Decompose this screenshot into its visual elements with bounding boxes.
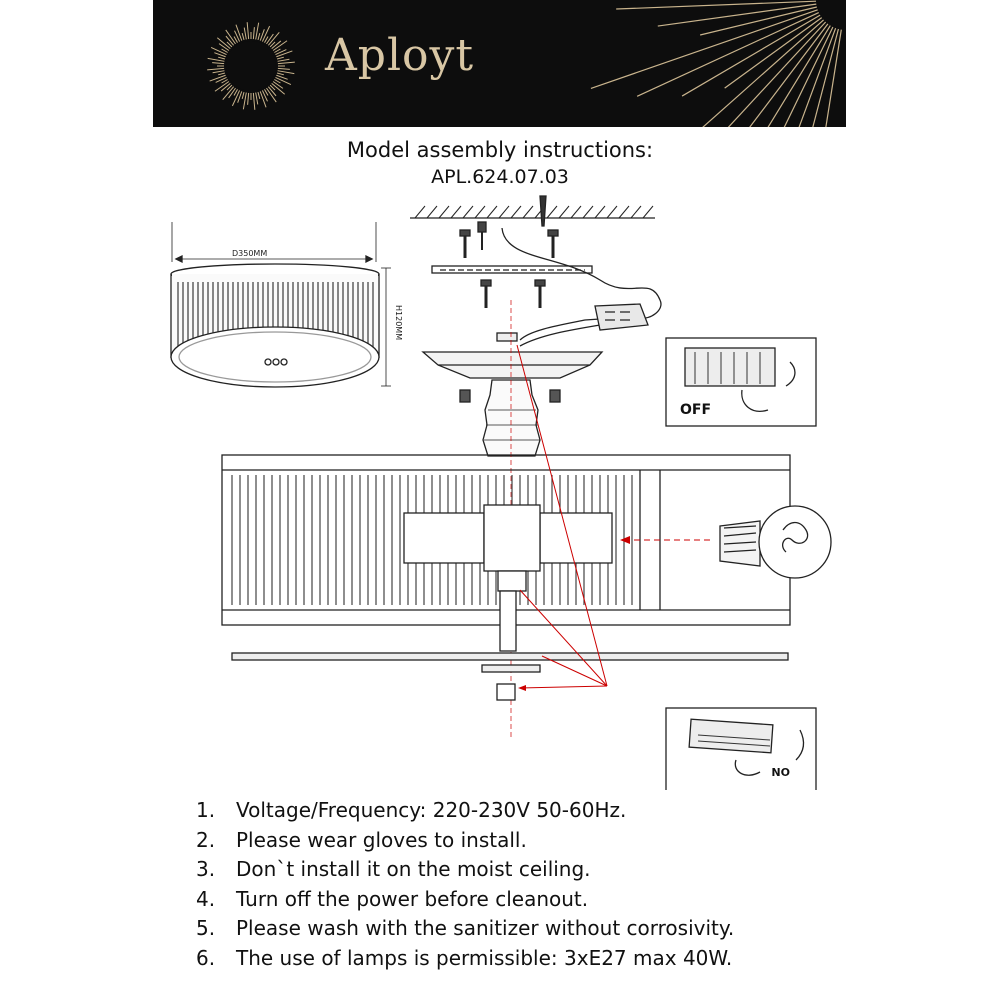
model-number: APL.624.07.03 xyxy=(431,166,569,188)
product-side-view xyxy=(171,222,391,387)
note-item: 5. Please wash with the sanitizer without corrosivity. xyxy=(196,916,735,940)
ceiling-screw xyxy=(540,196,546,226)
bulb-e27 xyxy=(620,506,831,578)
diameter-label: D350MM xyxy=(232,249,268,258)
mounting-screws xyxy=(460,222,558,308)
height-label: H120MM xyxy=(394,305,403,341)
note-item: 3. Don`t install it on the moist ceiling. xyxy=(196,857,591,881)
note-item: 2. Please wear gloves to install. xyxy=(196,827,527,852)
terminal-block xyxy=(595,304,648,330)
finial-nut xyxy=(482,665,540,700)
ceiling-hatch xyxy=(410,206,655,218)
note-item: 1. Voltage/Frequency: 220-230V 50-60Hz. xyxy=(196,798,627,822)
on-label: ON xyxy=(771,765,790,778)
mounting-bracket xyxy=(432,266,592,273)
power-on-inset xyxy=(666,708,816,790)
page-title: Model assembly instructions: xyxy=(346,138,654,162)
off-label: OFF xyxy=(680,402,712,418)
safety-notes xyxy=(196,796,734,973)
note-item: 6. The use of lamps is permissible: 3xE27 max 40W. xyxy=(196,945,733,970)
lamp-holders xyxy=(404,505,612,651)
note-item: 4. Turn off the power before cleanout. xyxy=(196,886,589,911)
brand-logo: Aployt xyxy=(325,30,475,81)
supply-wire xyxy=(502,228,661,346)
diffuser-glass xyxy=(232,653,788,660)
